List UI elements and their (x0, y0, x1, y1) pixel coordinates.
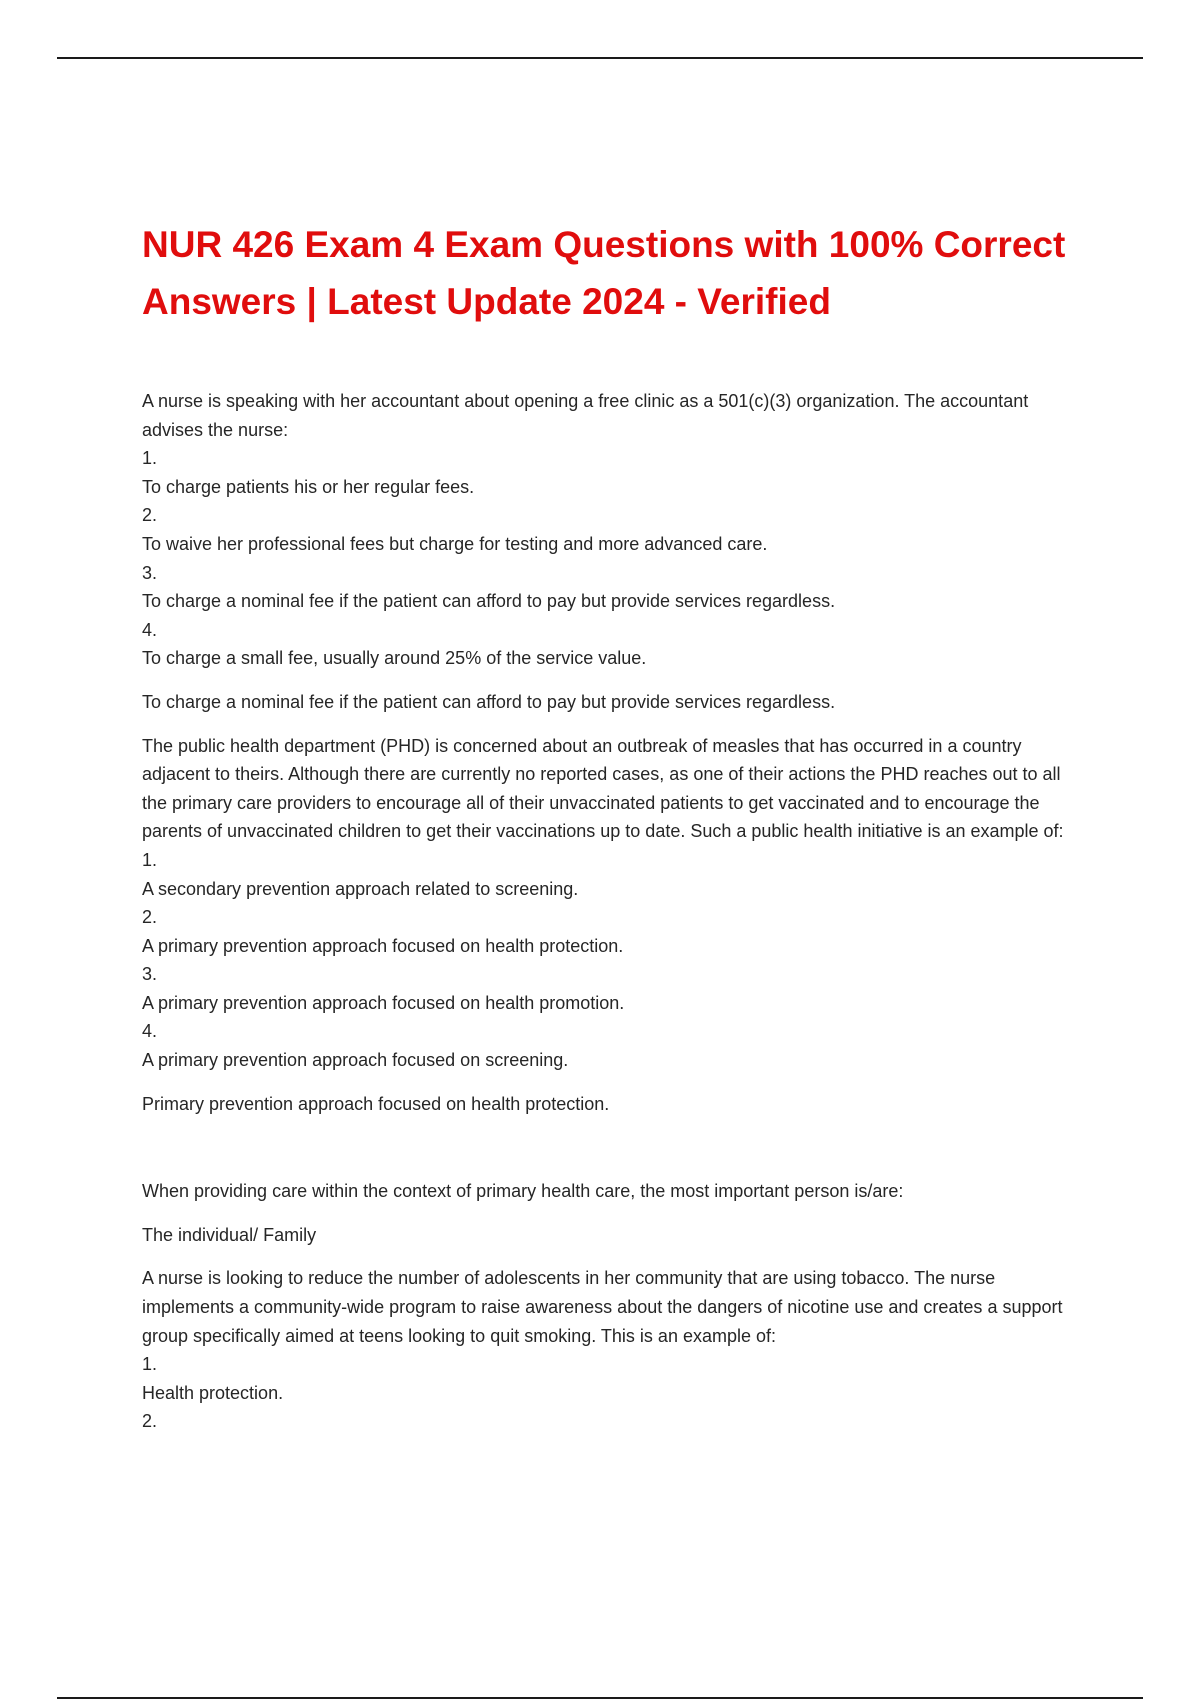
question-3-answer: The individual/ Family (142, 1224, 317, 1245)
question-1-option-3-number: 3. (142, 562, 158, 583)
question-1-stem: A nurse is speaking with her accountant about opening a free clinic as a 501(c)(3) organization. The accountant advises the nurse: (142, 391, 1029, 440)
question-2-option-3-number: 3. (142, 964, 158, 985)
question-4-option-1-number: 1. (142, 1354, 158, 1375)
question-1-option-1-text: To charge patients his or her regular fees. (142, 476, 475, 497)
question-2-option-4-number: 4. (142, 1021, 158, 1042)
question-2-option-1-number: 1. (142, 849, 158, 870)
question-2-stem: The public health department (PHD) is concerned about an outbreak of measles that has occurred in a country adjacent to theirs. Although there are currently no reported cases, as one of their actions the PHD reaches out to all the primary care providers to encourage all of their unvaccinated patients to get vaccinated and to encourage the parents of unvaccinated children to get their vaccinations up to date. Such a public health initiative is an example of: (142, 735, 1064, 842)
question-4-option-2-number: 2. (142, 1411, 158, 1432)
question-1-option-2-number: 2. (142, 505, 158, 526)
question-1-option-2-text: To waive her professional fees but charge for testing and more advanced care. (142, 533, 768, 554)
question-2-option-3-text: A primary prevention approach focused on health promotion. (142, 992, 625, 1013)
question-1-answer: To charge a nominal fee if the patient can afford to pay but provide services regardless. (142, 691, 836, 712)
question-4-stem: A nurse is looking to reduce the number of adolescents in her community that are using tobacco. The nurse implements a community-wide program to raise awareness about the dangers of nicotine use and creates a support group specifically aimed at teens looking to quit smoking. This is an example of: (142, 1268, 1063, 1346)
question-1-option-4-text: To charge a small fee, usually around 25% of the service value. (142, 648, 647, 669)
question-1-option-3-text: To charge a nominal fee if the patient can afford to pay but provide services regardless. (142, 591, 836, 612)
document-body (142, 387, 1072, 1436)
question-2-option-2-number: 2. (142, 907, 158, 928)
question-1-option-1-number: 1. (142, 448, 158, 469)
question-1-option-4-number: 4. (142, 619, 158, 640)
document-title: NUR 426 Exam 4 Exam Questions with 100% Correct Answers | Latest Update 2024 - Verified (142, 224, 1066, 322)
question-3-stem: When providing care within the context of primary health care, the most important person is/are: (142, 1181, 904, 1202)
question-4-option-1-text: Health protection. (142, 1382, 284, 1403)
question-2-option-1-text: A secondary prevention approach related to screening. (142, 878, 579, 899)
question-2-option-2-text: A primary prevention approach focused on health protection. (142, 935, 624, 956)
header-rule (57, 57, 1143, 59)
footer-rule (57, 1697, 1143, 1699)
question-2-answer: Primary prevention approach focused on health protection. (142, 1093, 610, 1114)
question-2-option-4-text: A primary prevention approach focused on screening. (142, 1050, 569, 1071)
